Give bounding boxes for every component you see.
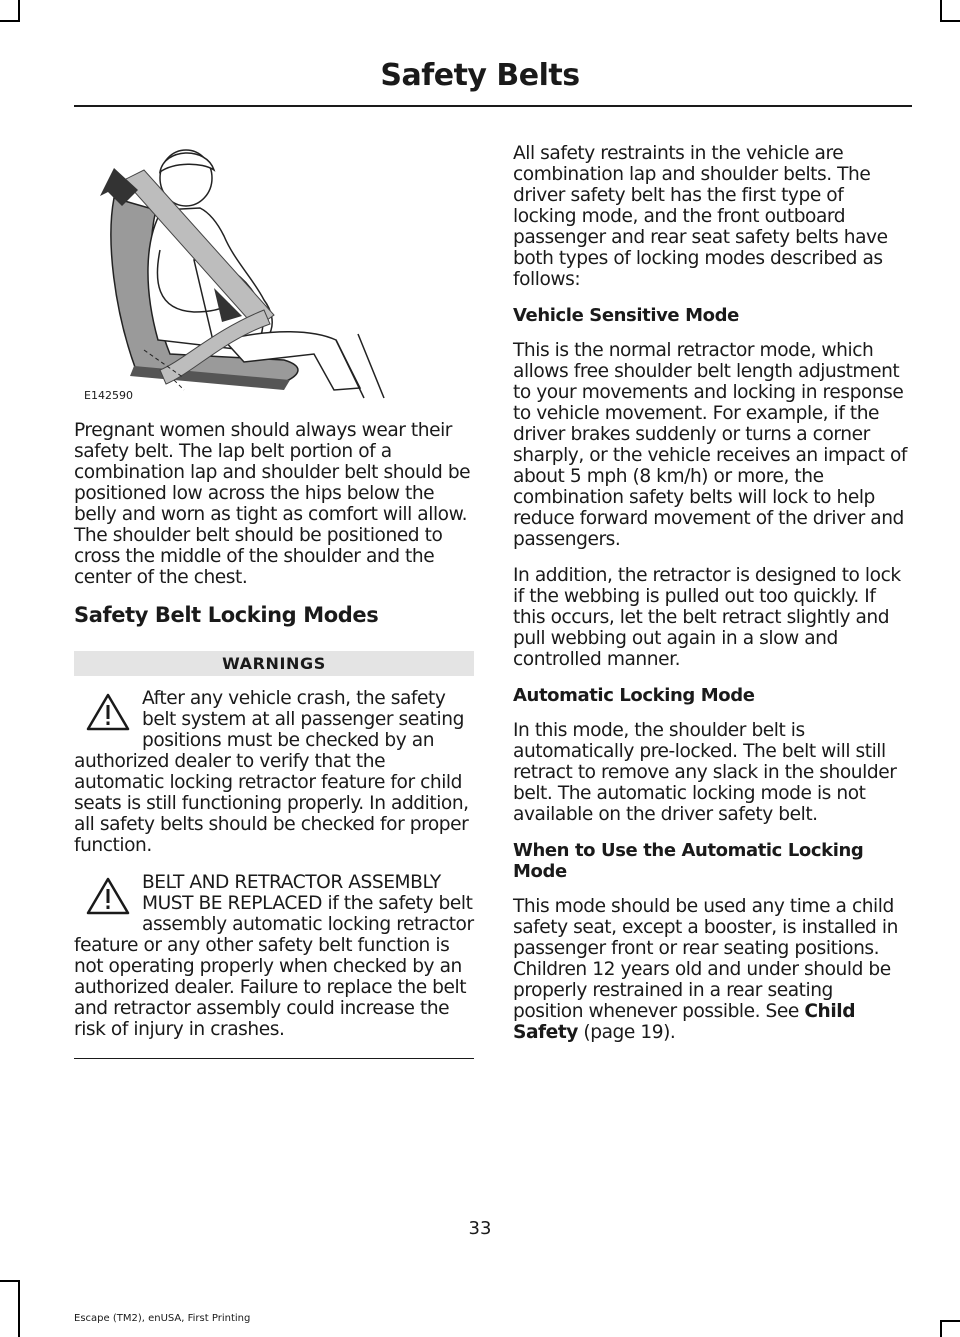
warning-triangle-icon — [86, 876, 130, 916]
belt-illustration-graphic — [74, 140, 474, 402]
crop-mark — [0, 1280, 20, 1282]
paragraph-restraints: All safety restraints in the vehicle are combination lap and shoulder belts. The driver safety belt has the first type of locking mode, and the front outboard passenger and rear seat safety belts have both types of locking modes described as follows: — [513, 143, 888, 290]
right-column — [513, 143, 908, 1058]
section-heading: Safety Belt Locking Modes — [74, 603, 379, 627]
warning-text: After any vehicle crash, the safety belt system at all passenger seating positions must be checked by an authorized dealer to verify that the automatic locking retractor feature for child seats is still functioning properly. In addition, all safety belts should be checked for proper function. — [74, 688, 469, 856]
heading-automatic-locking-mode: Automatic Locking Mode — [513, 685, 755, 706]
page-reference: (page 19). — [577, 1022, 676, 1043]
pregnant-woman-belt-illustration — [74, 140, 474, 402]
warning-item — [74, 688, 474, 856]
crop-mark — [940, 20, 960, 22]
child-safety-link[interactable]: Child Safety — [513, 1001, 856, 1043]
paragraph-vehicle-sensitive: This is the normal retractor mode, which allows free shoulder belt length adjustment to your movements and locking in response to vehicle movement. For example, if the driver brakes suddenly or turns a corner sharply, or the vehicle receives an impact of about 5 mph (8 km/h) or more, the combination safety belts will lock to help reduce forward movement of the driver and passengers. — [513, 340, 907, 550]
crop-mark — [940, 1320, 960, 1322]
heading-vehicle-sensitive-mode: Vehicle Sensitive Mode — [513, 305, 739, 326]
crop-mark — [18, 1280, 20, 1337]
paragraph-when-to-use — [513, 896, 908, 1043]
warnings-header: WARNINGS — [74, 651, 474, 676]
warnings-end-divider — [74, 1058, 474, 1059]
crop-mark — [0, 20, 20, 22]
figure-code: E142590 — [84, 389, 133, 402]
heading-when-to-use: When to Use the Automatic Locking Mode — [513, 840, 864, 882]
warning-text: BELT AND RETRACTOR ASSEMBLY MUST BE REPLACED if the safety belt assembly automatic locking retractor feature or any other safety belt function is not operating properly when checked by an authorized dealer. Failure to replace the belt and retractor assembly could increase the risk of injury in crashes. — [74, 872, 474, 1040]
paragraph-text: This mode should be used any time a child safety seat, except a booster, is installed in passenger front or rear seating positions. Children 12 years old and under should be properly restrained in a rear seating position whenever possible. See — [513, 896, 898, 1022]
paragraph-retractor-lock: In addition, the retractor is designed to lock if the webbing is pulled out too quickly. If this occurs, let the belt retract slightly and pull webbing out again in a slow and controlled manner. — [513, 565, 901, 670]
page-title: Safety Belts — [380, 58, 580, 93]
crop-mark — [18, 0, 20, 22]
left-column — [74, 140, 474, 1059]
crop-mark — [940, 0, 942, 22]
crop-mark — [940, 1320, 942, 1337]
intro-paragraph: Pregnant women should always wear their safety belt. The lap belt portion of a combination lap and shoulder belt should be positioned low across the hips below the belly and worn as tight as comfort will allow. The shoulder belt should be positioned to cross the middle of the shoulder and the center of the chest. — [74, 420, 471, 588]
warning-triangle-icon — [86, 692, 130, 732]
page-number: 33 — [468, 1218, 492, 1239]
footer-text: Escape (TM2), enUSA, First Printing — [74, 1313, 251, 1324]
warning-item — [74, 872, 474, 1040]
header-divider — [74, 105, 912, 107]
paragraph-automatic-locking: In this mode, the shoulder belt is automatically pre-locked. The belt will still retract to remove any slack in the shoulder belt. The automatic locking mode is not available on the driver safety belt. — [513, 720, 897, 825]
